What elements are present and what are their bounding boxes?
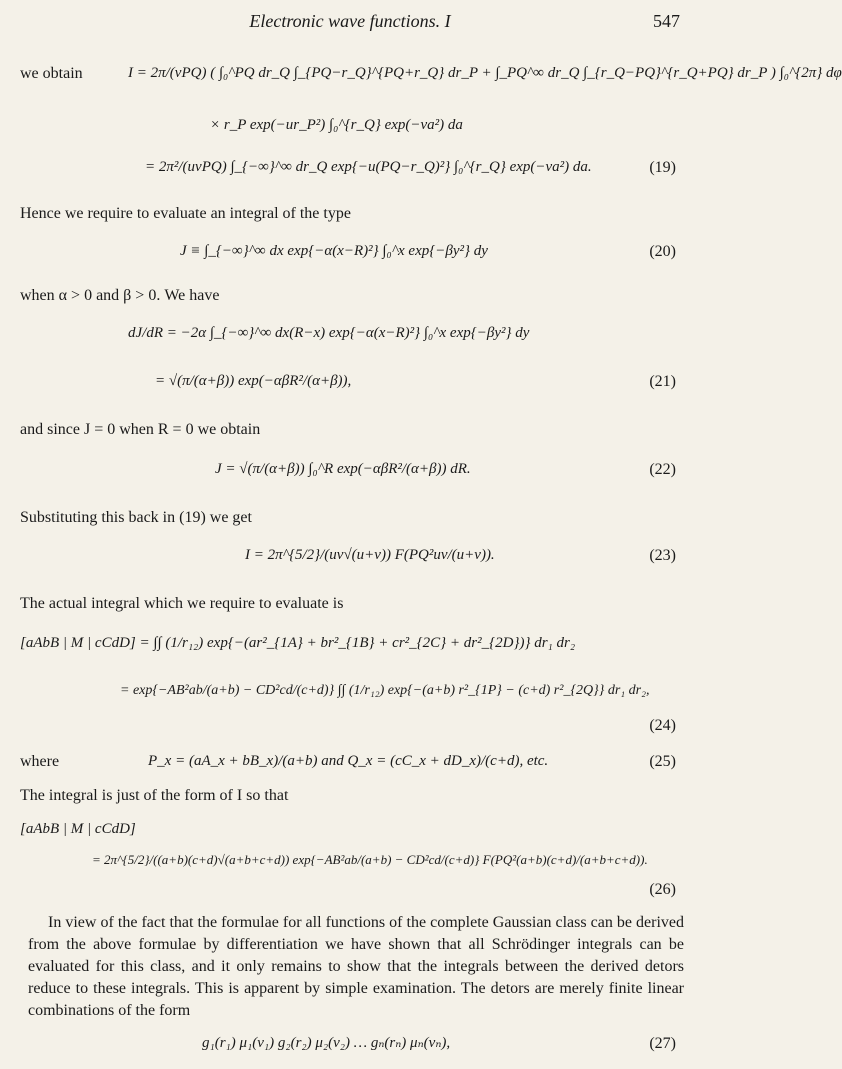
- page-number: 547: [653, 11, 680, 31]
- equation-number-23: (23): [649, 547, 676, 564]
- equation-19-line3: = 2π²/(uvPQ) ∫_{−∞}^∞ dr_Q exp{−u(PQ−r_Q)²} ∫₀^{r_Q} exp(−va²) da.: [145, 159, 592, 175]
- text-where: where: [20, 753, 60, 770]
- equation-21-line1: dJ/dR = −2α ∫_{−∞}^∞ dx(R−x) exp{−α(x−R)²} ∫₀^x exp{−βy²} dy: [128, 325, 530, 341]
- equation-number-21: (21): [649, 373, 676, 390]
- equation-21-line2: = √(π/(α+β)) exp(−αβR²/(α+β)),: [155, 373, 352, 389]
- equation-27: g₁(r₁) μ₁(v₁) g₂(r₂) μ₂(v₂) … gₙ(rₙ) μₙ(vₙ),: [202, 1035, 451, 1051]
- equation-number-24: (24): [649, 717, 676, 734]
- equation-24-line2: = exp{−AB²ab/(a+b) − CD²cd/(c+d)} ∫∫ (1/r₁₂) exp{−(a+b) r²_{1P} − (c+d) r²_{2Q}} dr₁ dr₂,: [120, 683, 650, 698]
- text-substituting: Substituting this back in (19) we get: [20, 509, 252, 526]
- equation-24-line1: [aAbB | M | cCdD] = ∫∫ (1/r₁₂) exp{−(ar²_{1A} + br²_{1B} + cr²_{2C} + dr²_{2D})} dr₁ dr₂: [20, 635, 576, 651]
- text-hence: Hence we require to evaluate an integral of the type: [20, 205, 351, 222]
- text-integral-form: The integral is just of the form of I so that: [20, 787, 289, 804]
- equation-number-26: (26): [649, 881, 676, 898]
- equation-number-19: (19): [649, 159, 676, 176]
- equation-22: J = √(π/(α+β)) ∫₀^R exp(−αβR²/(α+β)) dR.: [215, 461, 471, 477]
- equation-26-line2: = 2π^{5/2}/((a+b)(c+d)√(a+b+c+d)) exp{−AB²ab/(a+b) − CD²cd/(c+d)} F(PQ²(a+b)(c+d)/(a+b+c+d)).: [92, 852, 648, 867]
- equation-26-line1: [aAbB | M | cCdD]: [20, 821, 136, 837]
- equation-number-25: (25): [649, 753, 676, 770]
- equation-number-20: (20): [649, 243, 676, 260]
- text-when-alpha-beta: when α > 0 and β > 0. We have: [20, 287, 220, 304]
- text-actual-integral: The actual integral which we require to evaluate is: [20, 595, 344, 612]
- text-we-obtain: we obtain: [20, 65, 83, 82]
- text-and-since: and since J = 0 when R = 0 we obtain: [20, 421, 261, 438]
- equation-19-line1: I = 2π/(vPQ) ( ∫₀^PQ dr_Q ∫_{PQ−r_Q}^{PQ+r_Q} dr_P + ∫_PQ^∞ dr_Q ∫_{r_Q−PQ}^{r_Q+PQ} dr_P ) ∫₀^{2π} dφ: [128, 65, 842, 81]
- equation-19-line2: × r_P exp(−ur_P²) ∫₀^{r_Q} exp(−va²) da: [210, 117, 463, 133]
- equation-number-22: (22): [649, 461, 676, 478]
- equation-25: P_x = (aA_x + bB_x)/(a+b) and Q_x = (cC_x + dD_x)/(c+d), etc.: [148, 753, 549, 769]
- equation-23: I = 2π^{5/2}/(uv√(u+v)) F(PQ²uv/(u+v)).: [245, 547, 495, 563]
- running-header-title: Electronic wave functions. I: [249, 11, 451, 31]
- body-paragraph: In view of the fact that the formulae for all functions of the complete Gaussian class can be derived from the above formulae by differentiation we have shown that all Schrödinger integrals can be evaluated for this class, and it only remains to show that the integrals between the derived detors reduce to these integrals. This is apparent by simple examination. The detors are merely finite linear combinations of the form: [28, 914, 684, 1019]
- equation-number-27: (27): [649, 1035, 676, 1052]
- equation-20: J ≡ ∫_{−∞}^∞ dx exp{−α(x−R)²} ∫₀^x exp{−βy²} dy: [180, 243, 488, 259]
